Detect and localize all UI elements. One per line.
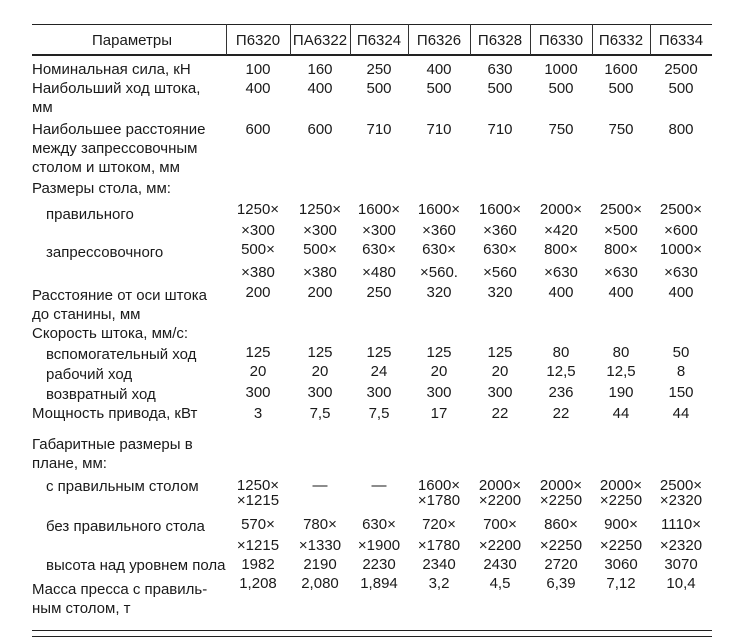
table-cell: ×2250: [599, 492, 643, 509]
table-cell: ×630: [664, 264, 698, 281]
table-cell: 17: [430, 405, 448, 422]
table-cell: 700×: [483, 516, 517, 533]
header-model: П6328: [477, 32, 523, 49]
table-cell: 150: [668, 384, 694, 401]
table-cell: ×600: [664, 222, 698, 239]
table-cell: 2000×: [539, 477, 583, 494]
table-cell: 1600×: [357, 201, 401, 218]
header-model: П6326: [416, 32, 462, 49]
table-cell: 7,5: [368, 405, 390, 422]
table-cell: 10,4: [666, 575, 696, 592]
table-cell: 1600: [604, 61, 638, 78]
table-cell: 570×: [241, 516, 275, 533]
table-cell: ×300: [362, 222, 396, 239]
table-cell: 400: [245, 80, 271, 97]
header-model: ПА6322: [292, 32, 348, 49]
row-label-table-sizes: Размеры стола, мм:: [32, 180, 171, 197]
table-cell: 1,894: [360, 575, 398, 592]
table-cell: 2500×: [599, 201, 643, 218]
table-cell: 750: [548, 121, 574, 138]
table-cell: 300: [426, 384, 452, 401]
table-cell: 630×: [362, 516, 396, 533]
table-cell: 12,5: [546, 363, 576, 380]
header-model: П6334: [658, 32, 704, 49]
table-cell: 2340: [422, 556, 456, 573]
table-cell: 2230: [362, 556, 396, 573]
row-label-dims: Габаритные размеры в: [32, 436, 193, 453]
table-cell: 1600×: [417, 201, 461, 218]
table-cell: ×2250: [539, 492, 583, 509]
table-cell: 2,080: [301, 575, 339, 592]
table-cell: 2500×: [659, 201, 703, 218]
table-cell: ×1780: [417, 537, 461, 554]
table-cell: 300: [366, 384, 392, 401]
table-cell: 400: [426, 61, 452, 78]
table-cell: 600: [307, 121, 333, 138]
table-cell: 236: [548, 384, 574, 401]
table-cell: 6,39: [546, 575, 576, 592]
table-cell: 2720: [544, 556, 578, 573]
table-cell: 125: [366, 344, 392, 361]
row-label-axis-distance: Расстояние от оси штока: [32, 287, 207, 304]
header-bottom-rule: [32, 54, 712, 56]
row-label-nominal-force: Номинальная сила, кН: [32, 61, 191, 78]
row-label-with-table: с правильным столом: [46, 478, 199, 495]
row-label-pressing: запрессовочного: [46, 244, 164, 261]
table-cell: ×420: [544, 222, 578, 239]
row-label-straightening: правильного: [46, 206, 134, 223]
table-cell: 1250×: [236, 201, 280, 218]
table-cell: 2000×: [478, 477, 522, 494]
row-label-mass: Масса пресса с правиль-: [32, 581, 208, 598]
table-cell: 1250×: [236, 477, 280, 494]
table-cell: 710: [487, 121, 513, 138]
header-params: Параметры: [92, 32, 172, 49]
table-cell: 2430: [483, 556, 517, 573]
table-cell: 750: [608, 121, 634, 138]
table-cell: 400: [668, 284, 694, 301]
table-cell: 500: [426, 80, 452, 97]
table-cell: 630×: [422, 241, 456, 258]
table-cell: 250: [366, 284, 392, 301]
table-cell: ×1900: [357, 537, 401, 554]
row-label-aux-stroke: вспомогательный ход: [46, 346, 197, 363]
table-cell: ×1780: [417, 492, 461, 509]
row-label-stroke: Наибольший ход штока,: [32, 80, 201, 97]
table-cell: 500×: [241, 241, 275, 258]
table-cell: 160: [307, 61, 333, 78]
table-cell: 44: [672, 405, 690, 422]
table-cell: 20: [430, 363, 448, 380]
table-cell: 44: [612, 405, 630, 422]
row-label-return-stroke: возвратный ход: [46, 386, 156, 403]
row-label-dims-2: плане, мм:: [32, 455, 107, 472]
table-cell: 8: [676, 363, 686, 380]
table-cell: 200: [307, 284, 333, 301]
table-cell: 720×: [422, 516, 456, 533]
table-cell: 20: [249, 363, 267, 380]
table-cell: ×380: [241, 264, 275, 281]
table-cell: 400: [608, 284, 634, 301]
table-cell: 1600×: [478, 201, 522, 218]
table-cell: ×2200: [478, 492, 522, 509]
table-cell: 22: [552, 405, 570, 422]
table-cell: —: [312, 477, 328, 494]
table-bottom-rule: [32, 630, 712, 631]
table-cell: 1250×: [298, 201, 342, 218]
header-model: П6330: [538, 32, 584, 49]
table-cell: 80: [552, 344, 570, 361]
table-cell: ×2200: [478, 537, 522, 554]
table-cell: ×360: [483, 222, 517, 239]
table-cell: 2000×: [539, 201, 583, 218]
table-cell: 860×: [544, 516, 578, 533]
row-label-height: высота над уровнем пола: [46, 557, 226, 574]
table-cell: 190: [608, 384, 634, 401]
row-label-without-table: без правильного стола: [46, 518, 205, 535]
table-cell: ×2250: [539, 537, 583, 554]
table-cell: 300: [487, 384, 513, 401]
table-cell: 500: [548, 80, 574, 97]
table-cell: 7,5: [309, 405, 331, 422]
table-cell: 125: [487, 344, 513, 361]
table-cell: ×1215: [236, 492, 280, 509]
table-cell: 125: [426, 344, 452, 361]
table-cell: 22: [491, 405, 509, 422]
table-cell: 20: [491, 363, 509, 380]
table-cell: 3060: [604, 556, 638, 573]
table-cell: 200: [245, 284, 271, 301]
table-cell: ×2250: [599, 537, 643, 554]
table-cell: 2500: [664, 61, 698, 78]
table-cell: 800×: [544, 241, 578, 258]
table-cell: 12,5: [606, 363, 636, 380]
table-cell: 1110×: [661, 516, 701, 533]
table-cell: 7,12: [606, 575, 636, 592]
table-cell: 800: [668, 121, 694, 138]
table-cell: ×300: [303, 222, 337, 239]
table-cell: ×1330: [298, 537, 342, 554]
table-cell: 500: [608, 80, 634, 97]
table-cell: 900×: [604, 516, 638, 533]
table-cell: 2500×: [659, 477, 703, 494]
table-cell: 2000×: [599, 477, 643, 494]
table-cell: ×500: [604, 222, 638, 239]
row-label-work-stroke: рабочий ход: [46, 366, 133, 383]
row-label-distance-2: между запрессовочным: [32, 140, 198, 157]
table-cell: 1,208: [239, 575, 277, 592]
table-cell: ×300: [241, 222, 275, 239]
row-label-power: Мощность привода, кВт: [32, 405, 198, 422]
row-label-distance-3: столом и штоком, мм: [32, 159, 180, 176]
table-cell: 500: [668, 80, 694, 97]
table-cell: 710: [426, 121, 452, 138]
row-label-distance: Наибольшее расстояние: [32, 121, 206, 138]
table-cell: 630×: [483, 241, 517, 258]
table-cell: 50: [672, 344, 690, 361]
table-cell: 400: [307, 80, 333, 97]
table-cell: 630: [487, 61, 513, 78]
table-cell: 3: [253, 405, 263, 422]
table-cell: 125: [307, 344, 333, 361]
table-cell: 250: [366, 61, 392, 78]
table-cell: 630×: [362, 241, 396, 258]
table-cell: 4,5: [489, 575, 511, 592]
table-cell: ×360: [422, 222, 456, 239]
table-cell: ×1215: [236, 537, 280, 554]
table-cell: 300: [307, 384, 333, 401]
table-cell: 710: [366, 121, 392, 138]
table-cell: ×630: [604, 264, 638, 281]
table-cell: ×630: [544, 264, 578, 281]
row-label-axis-distance-2: до станины, мм: [32, 306, 141, 323]
header-model: П6320: [235, 32, 281, 49]
table-cell: 1982: [241, 556, 275, 573]
table-cell: 800×: [604, 241, 638, 258]
table-cell: 320: [426, 284, 452, 301]
row-label-stroke-unit: мм: [32, 99, 53, 116]
table-cell: ×560.: [420, 264, 458, 281]
table-cell: 500: [487, 80, 513, 97]
table-cell: 300: [245, 384, 271, 401]
table-cell: —: [371, 477, 387, 494]
table-cell: 100: [245, 61, 271, 78]
table-cell: 24: [370, 363, 388, 380]
table-cell: ×380: [303, 264, 337, 281]
table-top-rule: [32, 24, 712, 25]
table-cell: 3070: [664, 556, 698, 573]
table-cell: 780×: [303, 516, 337, 533]
header-model: П6332: [598, 32, 644, 49]
table-cell: 2190: [303, 556, 337, 573]
table-bottom-rule-2: [32, 636, 712, 637]
table-cell: 600: [245, 121, 271, 138]
table-cell: 125: [245, 344, 271, 361]
table-cell: ×560: [483, 264, 517, 281]
table-cell: 20: [311, 363, 329, 380]
table-cell: 1000×: [659, 241, 703, 258]
table-cell: 3,2: [428, 575, 450, 592]
row-label-speed: Скорость штока, мм/с:: [32, 325, 189, 342]
table-cell: 320: [487, 284, 513, 301]
header-model: П6324: [356, 32, 402, 49]
table-cell: 400: [548, 284, 574, 301]
table-cell: 80: [612, 344, 630, 361]
table-cell: 1600×: [417, 477, 461, 494]
table-cell: 1000: [544, 61, 578, 78]
table-cell: ×2320: [659, 537, 703, 554]
table-cell: ×2320: [659, 492, 703, 509]
table-cell: ×480: [362, 264, 396, 281]
row-label-mass-2: ным столом, т: [32, 600, 131, 617]
table-cell: 500×: [303, 241, 337, 258]
table-cell: 500: [366, 80, 392, 97]
